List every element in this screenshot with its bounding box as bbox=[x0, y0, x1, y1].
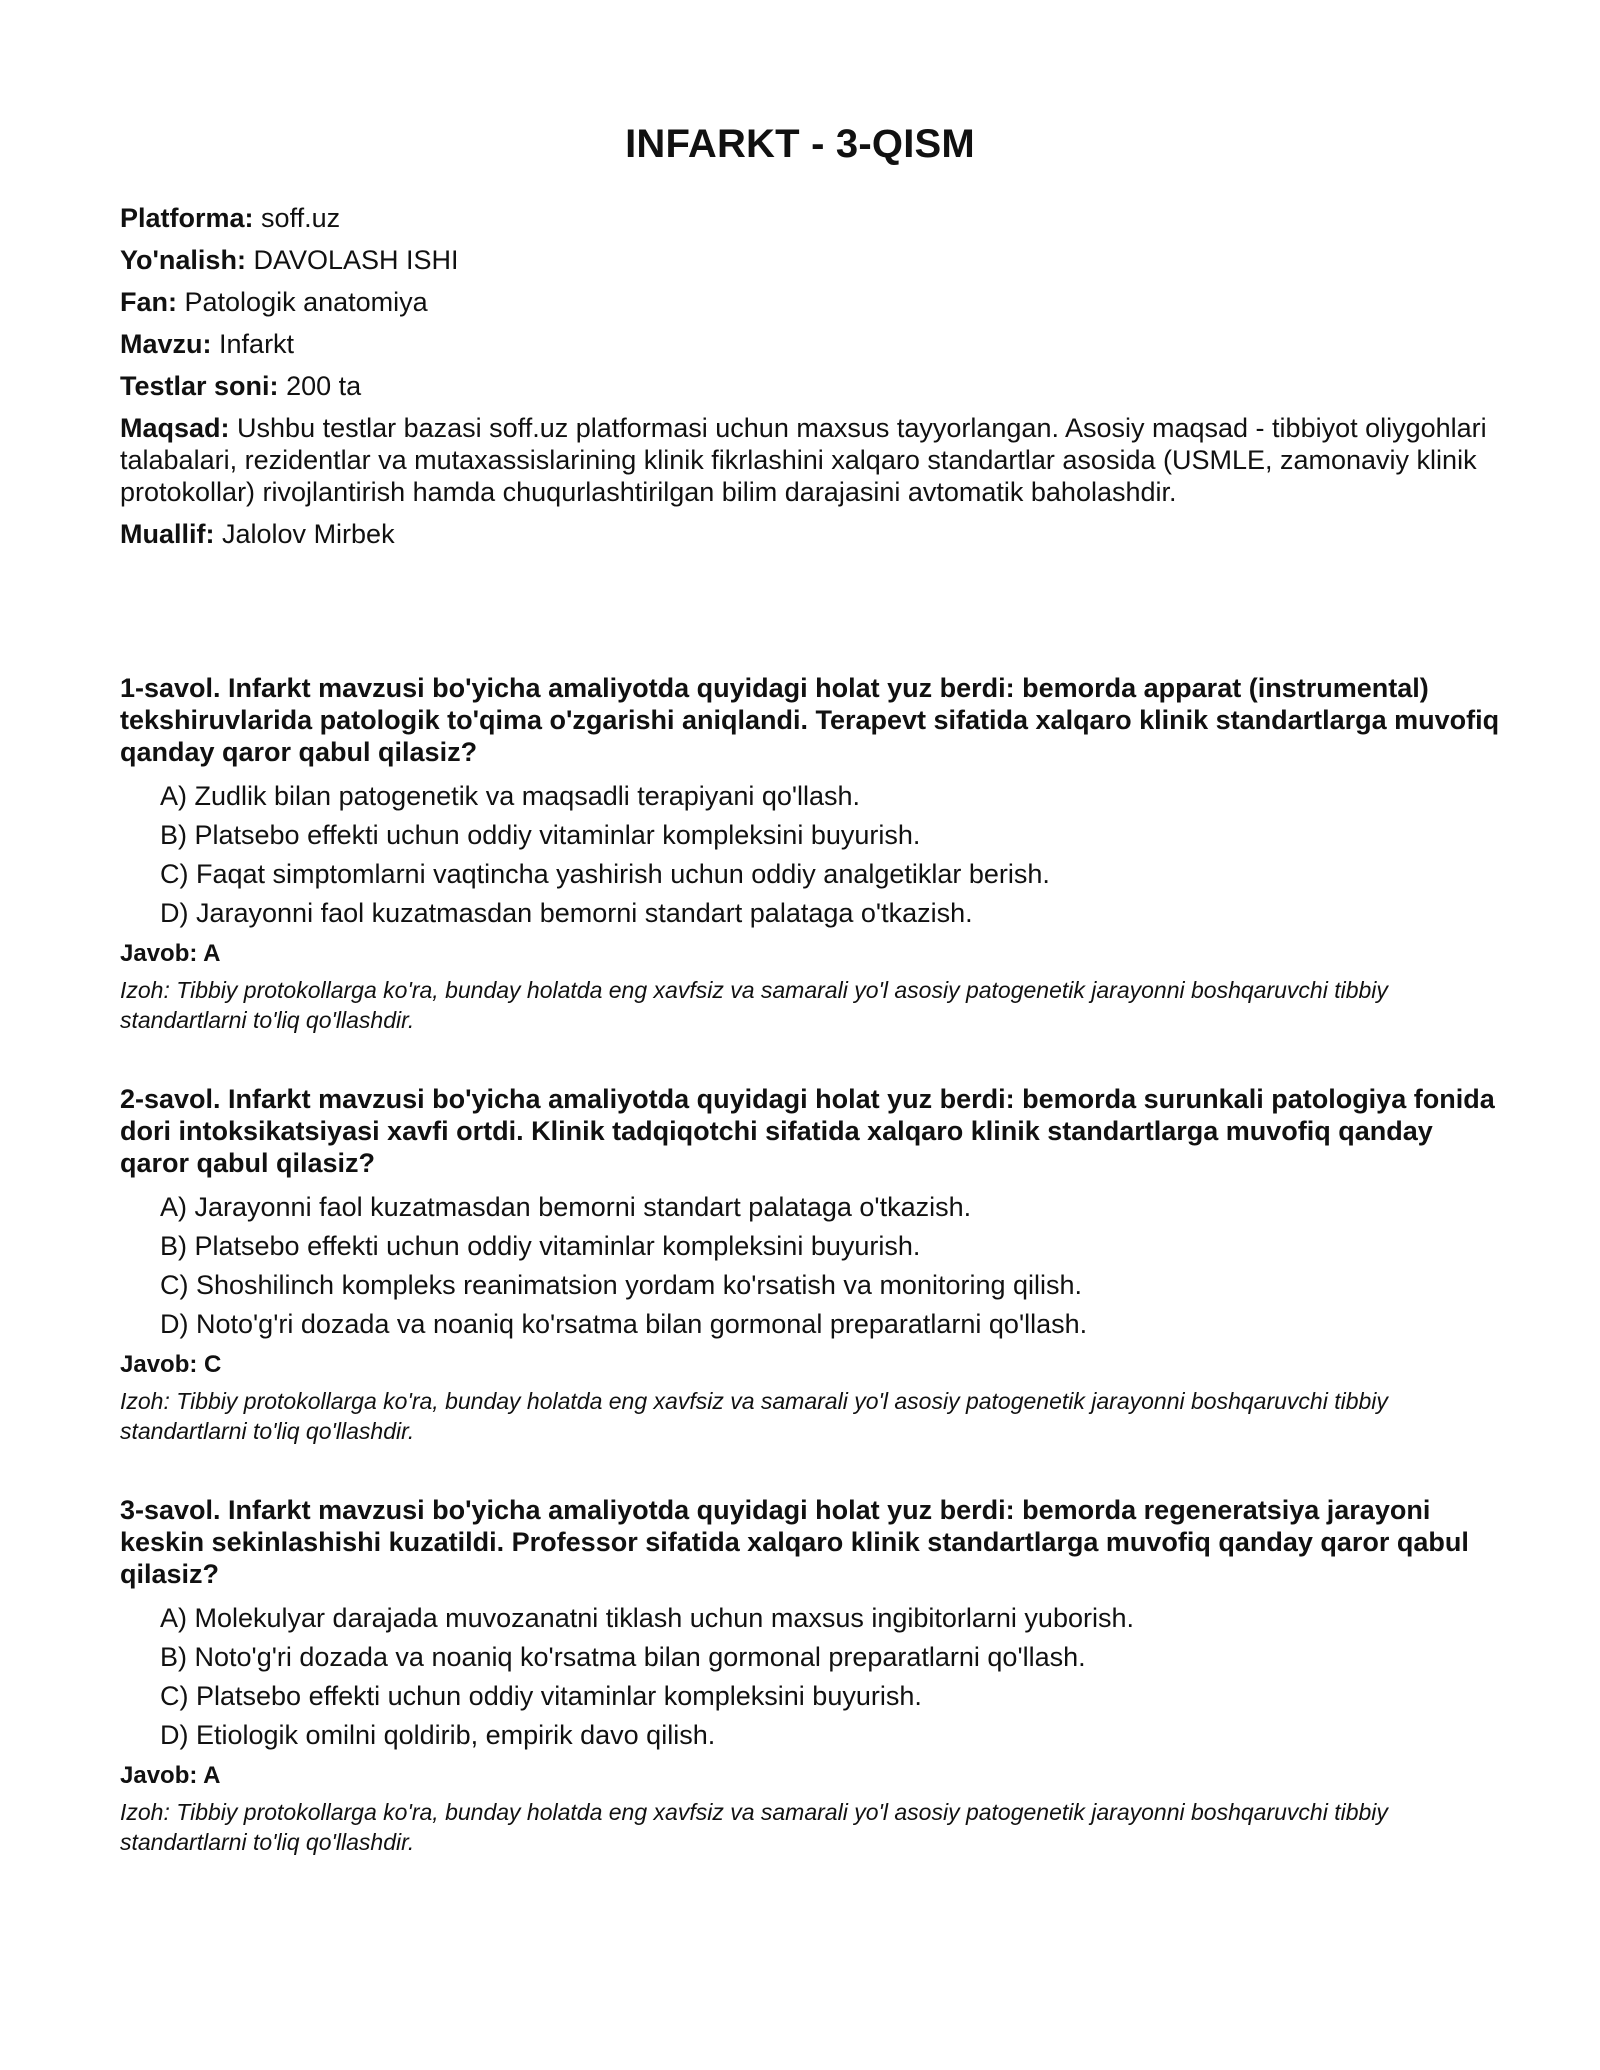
meta-label: Yo'nalish: bbox=[120, 245, 246, 275]
answer-option: A) Molekulyar darajada muvozanatni tiklash uchun maxsus ingibitorlarni yuborish. bbox=[160, 1603, 1134, 1633]
meta-label: Fan: bbox=[120, 287, 177, 317]
question-block bbox=[120, 1083, 1505, 1446]
metadata-section bbox=[120, 202, 1490, 560]
explanation-note: Izoh: Tibbiy protokollarga ko'ra, bunday holatda eng xavfsiz va samarali yo'l asosiy patogenetik jarayonni boshqaruvchi tibbiy standartlarni to'liq qo'llashdir. bbox=[120, 977, 1388, 1033]
meta-muallif bbox=[120, 518, 1490, 550]
question-text: 2-savol. Infarkt mavzusi bo'yicha amaliyotda quyidagi holat yuz berdi: bemorda surunkali patologiya fonida dori intoksikatsiyasi xavfi ortdi. Klinik tadqiqotchi sifatida xalqaro klinik standartlarga muvofiq qanday qaror qabul qilasiz? bbox=[120, 1084, 1495, 1178]
answer-option: B) Noto'g'ri dozada va noaniq ko'rsatma bilan gormonal preparatlarni qo'llash. bbox=[160, 1642, 1086, 1672]
meta-value: 200 ta bbox=[286, 371, 362, 401]
meta-maqsad bbox=[120, 412, 1490, 508]
meta-label: Muallif: bbox=[120, 519, 215, 549]
answer-option: B) Platsebo effekti uchun oddiy vitaminlar kompleksini buyurish. bbox=[160, 1231, 921, 1261]
meta-mavzu bbox=[120, 328, 1490, 360]
meta-platforma bbox=[120, 202, 1490, 234]
explanation-note: Izoh: Tibbiy protokollarga ko'ra, bunday holatda eng xavfsiz va samarali yo'l asosiy patogenetik jarayonni boshqaruvchi tibbiy standartlarni to'liq qo'llashdir. bbox=[120, 1388, 1388, 1444]
answer-option: C) Shoshilinch kompleks reanimatsion yordam ko'rsatish va monitoring qilish. bbox=[160, 1270, 1083, 1300]
meta-label: Platforma: bbox=[120, 203, 254, 233]
meta-value: DAVOLASH ISHI bbox=[253, 245, 459, 275]
meta-value: Infarkt bbox=[219, 329, 295, 359]
explanation-note: Izoh: Tibbiy protokollarga ko'ra, bunday holatda eng xavfsiz va samarali yo'l asosiy patogenetik jarayonni boshqaruvchi tibbiy standartlarni to'liq qo'llashdir. bbox=[120, 1799, 1388, 1855]
answer-option: A) Jarayonni faol kuzatmasdan bemorni standart palataga o'tkazish. bbox=[160, 1192, 972, 1222]
question-block bbox=[120, 1494, 1505, 1857]
meta-label: Mavzu: bbox=[120, 329, 212, 359]
correct-answer: Javob: C bbox=[120, 1351, 222, 1378]
meta-label: Maqsad: bbox=[120, 413, 230, 443]
questions-list bbox=[120, 672, 1505, 1905]
answer-option: D) Jarayonni faol kuzatmasdan bemorni standart palataga o'tkazish. bbox=[160, 898, 973, 928]
correct-answer: Javob: A bbox=[120, 1762, 221, 1789]
meta-value: soff.uz bbox=[261, 203, 341, 233]
correct-answer: Javob: A bbox=[120, 940, 221, 967]
meta-yonalish bbox=[120, 244, 1490, 276]
question-block bbox=[120, 672, 1505, 1035]
document-title: INFARKT - 3-QISM bbox=[625, 122, 975, 166]
meta-fan bbox=[120, 286, 1490, 318]
meta-value: Ushbu testlar bazasi soff.uz platformasi uchun maxsus tayyorlangan. Asosiy maqsad - tibbiyot oliygohlari talabalari, rezidentlar va mutaxassislarining klinik fikrlashini xalqaro standartlar asosida (USMLE, zamonaviy klinik protokollar) rivojlantirish hamda chuqurlashtirilgan bilim darajasini avtomatik baholashdir. bbox=[120, 413, 1487, 507]
answer-option: B) Platsebo effekti uchun oddiy vitaminlar kompleksini buyurish. bbox=[160, 820, 921, 850]
answer-option: D) Noto'g'ri dozada va noaniq ko'rsatma bilan gormonal preparatlarni qo'llash. bbox=[160, 1309, 1088, 1339]
meta-testlar-soni bbox=[120, 370, 1490, 402]
meta-label: Testlar soni: bbox=[120, 371, 279, 401]
answer-option: D) Etiologik omilni qoldirib, empirik davo qilish. bbox=[160, 1720, 716, 1750]
answer-option: C) Platsebo effekti uchun oddiy vitaminlar kompleksini buyurish. bbox=[160, 1681, 922, 1711]
answer-option: A) Zudlik bilan patogenetik va maqsadli terapiyani qo'llash. bbox=[160, 781, 861, 811]
meta-value: Jalolov Mirbek bbox=[222, 519, 395, 549]
question-text: 1-savol. Infarkt mavzusi bo'yicha amaliyotda quyidagi holat yuz berdi: bemorda apparat (instrumental) tekshiruvlarida patologik to'qima o'zgarishi aniqlandi. Terapevt sifatida xalqaro klinik standartlarga muvofiq qanday qaror qabul qilasiz? bbox=[120, 673, 1500, 767]
answer-option: C) Faqat simptomlarni vaqtincha yashirish uchun oddiy analgetiklar berish. bbox=[160, 859, 1050, 889]
question-text: 3-savol. Infarkt mavzusi bo'yicha amaliyotda quyidagi holat yuz berdi: bemorda regeneratsiya jarayoni keskin sekinlashishi kuzatildi. Professor sifatida xalqaro klinik standartlarga muvofiq qanday qaror qabul qilasiz? bbox=[120, 1495, 1469, 1589]
meta-value: Patologik anatomiya bbox=[184, 287, 428, 317]
